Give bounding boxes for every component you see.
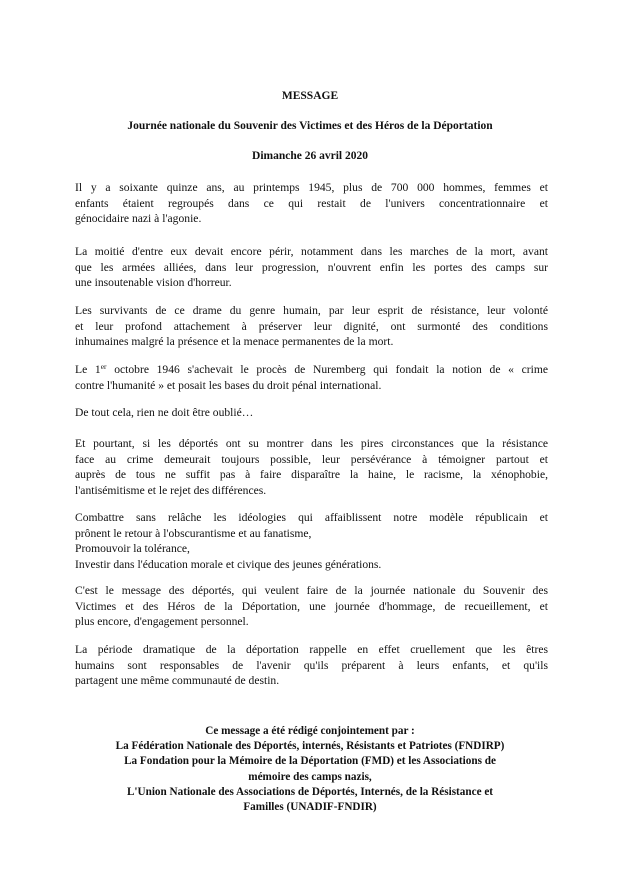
paragraph-line: inhumaines malgré la présence et la menace permanentes de la mort. [75,335,394,349]
paragraph-line: Les survivants de ce drame du genre humain, par leur esprit de résistance, leur volonté [75,304,548,317]
paragraph-line: l'antisémitisme et le rejet des différences. [75,483,267,497]
signatory-line: Familles (UNADIF-FNDIR) [243,801,377,814]
paragraph-7 [75,510,548,572]
paragraph-line: face au crime demeurait toujours possible, leur persévérance à témoigner partout et [75,452,548,466]
document-heading: MESSAGE [281,90,339,102]
paragraph-line: La moitié d'entre eux devait encore périr, notamment dans les marches de la mort, avant [75,245,548,258]
paragraph-line: Il y a soixante quinze ans, au printemps 1945, plus de 700 000 hommes, femmes et [75,181,548,194]
signatory-line: mémoire des camps nazis, [248,770,372,783]
paragraph-5 [75,405,548,421]
signatory-line: La Fondation pour la Mémoire de la Déportation (FMD) et les Associations de [124,755,496,768]
ordinal-superscript: er [100,362,107,371]
paragraph-line: Combattre sans relâche les idéologies qui affaiblissent notre modèle républicain et [75,511,548,524]
paragraph-line: De tout cela, rien ne doit être oublié… [75,406,254,419]
paragraph-line: contre l'humanité » et posait les bases du droit pénal international. [75,378,382,392]
paragraph-3 [75,303,548,350]
signatory-line: La Fédération Nationale des Déportés, internés, Résistants et Patriotes (FNDIRP) [115,740,505,753]
paragraph-2 [75,244,548,291]
paragraph-text: Le 1 [75,363,101,376]
paragraph-8 [75,583,548,630]
paragraph-1 [75,180,548,227]
paragraph-line: Et pourtant, si les déportés ont su montrer dans les pires circonstances que la résistance [75,437,548,450]
paragraph-9 [75,642,548,689]
paragraph-line: et leur profond attachement à préserver leur dignité, ont surmonté des conditions [75,319,548,333]
signatory-line: L'Union Nationale des Associations de Déportés, Internés, de la Résistance et [126,785,494,798]
paragraph-6 [75,436,548,498]
paragraph-line: C'est le message des déportés, qui veulent faire de la journée nationale du Souvenir des [75,584,548,597]
paragraph-line: Victimes et des Héros de la Déportation, une journée d'hommage, de recueillement, et [75,599,548,613]
paragraph-line: partagent une même communauté de destin. [75,674,280,688]
paragraph-line: plus encore, d'engagement personnel. [75,615,249,629]
paragraph-line: auprès de tous ne suffit pas à faire disparaître la haine, le racisme, la xénophobie, [75,468,548,482]
signatories-intro: Ce message a été rédigé conjointement par : [205,725,415,737]
paragraph-line: La période dramatique de la déportation rappelle en effet cruellement que les êtres [75,643,548,656]
paragraph-line: humains sont responsables de l'avenir qu'ils préparent à leurs enfants, et qu'ils [75,658,548,672]
paragraph-text: octobre 1946 s'achevait le procès de Nuremberg qui fondait la notion de « crime [106,363,548,376]
paragraph-line: génocidaire nazi à l'agonie. [75,212,202,226]
paragraph-line: enfants étaient regroupés dans ce qui restait de l'univers concentrationnaire et [75,196,548,210]
paragraph-line [75,362,548,378]
document-title: Journée nationale du Souvenir des Victimes et des Héros de la Déportation [127,120,493,132]
document-date: Dimanche 26 avril 2020 [252,150,368,162]
paragraph-line: prônent le retour à l'obscurantisme et au fanatisme, [75,526,312,540]
signatories-block [0,724,620,815]
paragraph-line: Investir dans l'éducation morale et civique des jeunes générations. [75,557,382,571]
paragraph-4 [75,362,548,393]
paragraph-line: que les armées alliées, dans leur progression, n'ouvrent enfin les portes des camps sur [75,260,548,274]
paragraph-line: Promouvoir la tolérance, [75,542,190,556]
paragraph-line: une insoutenable vision d'horreur. [75,276,232,290]
